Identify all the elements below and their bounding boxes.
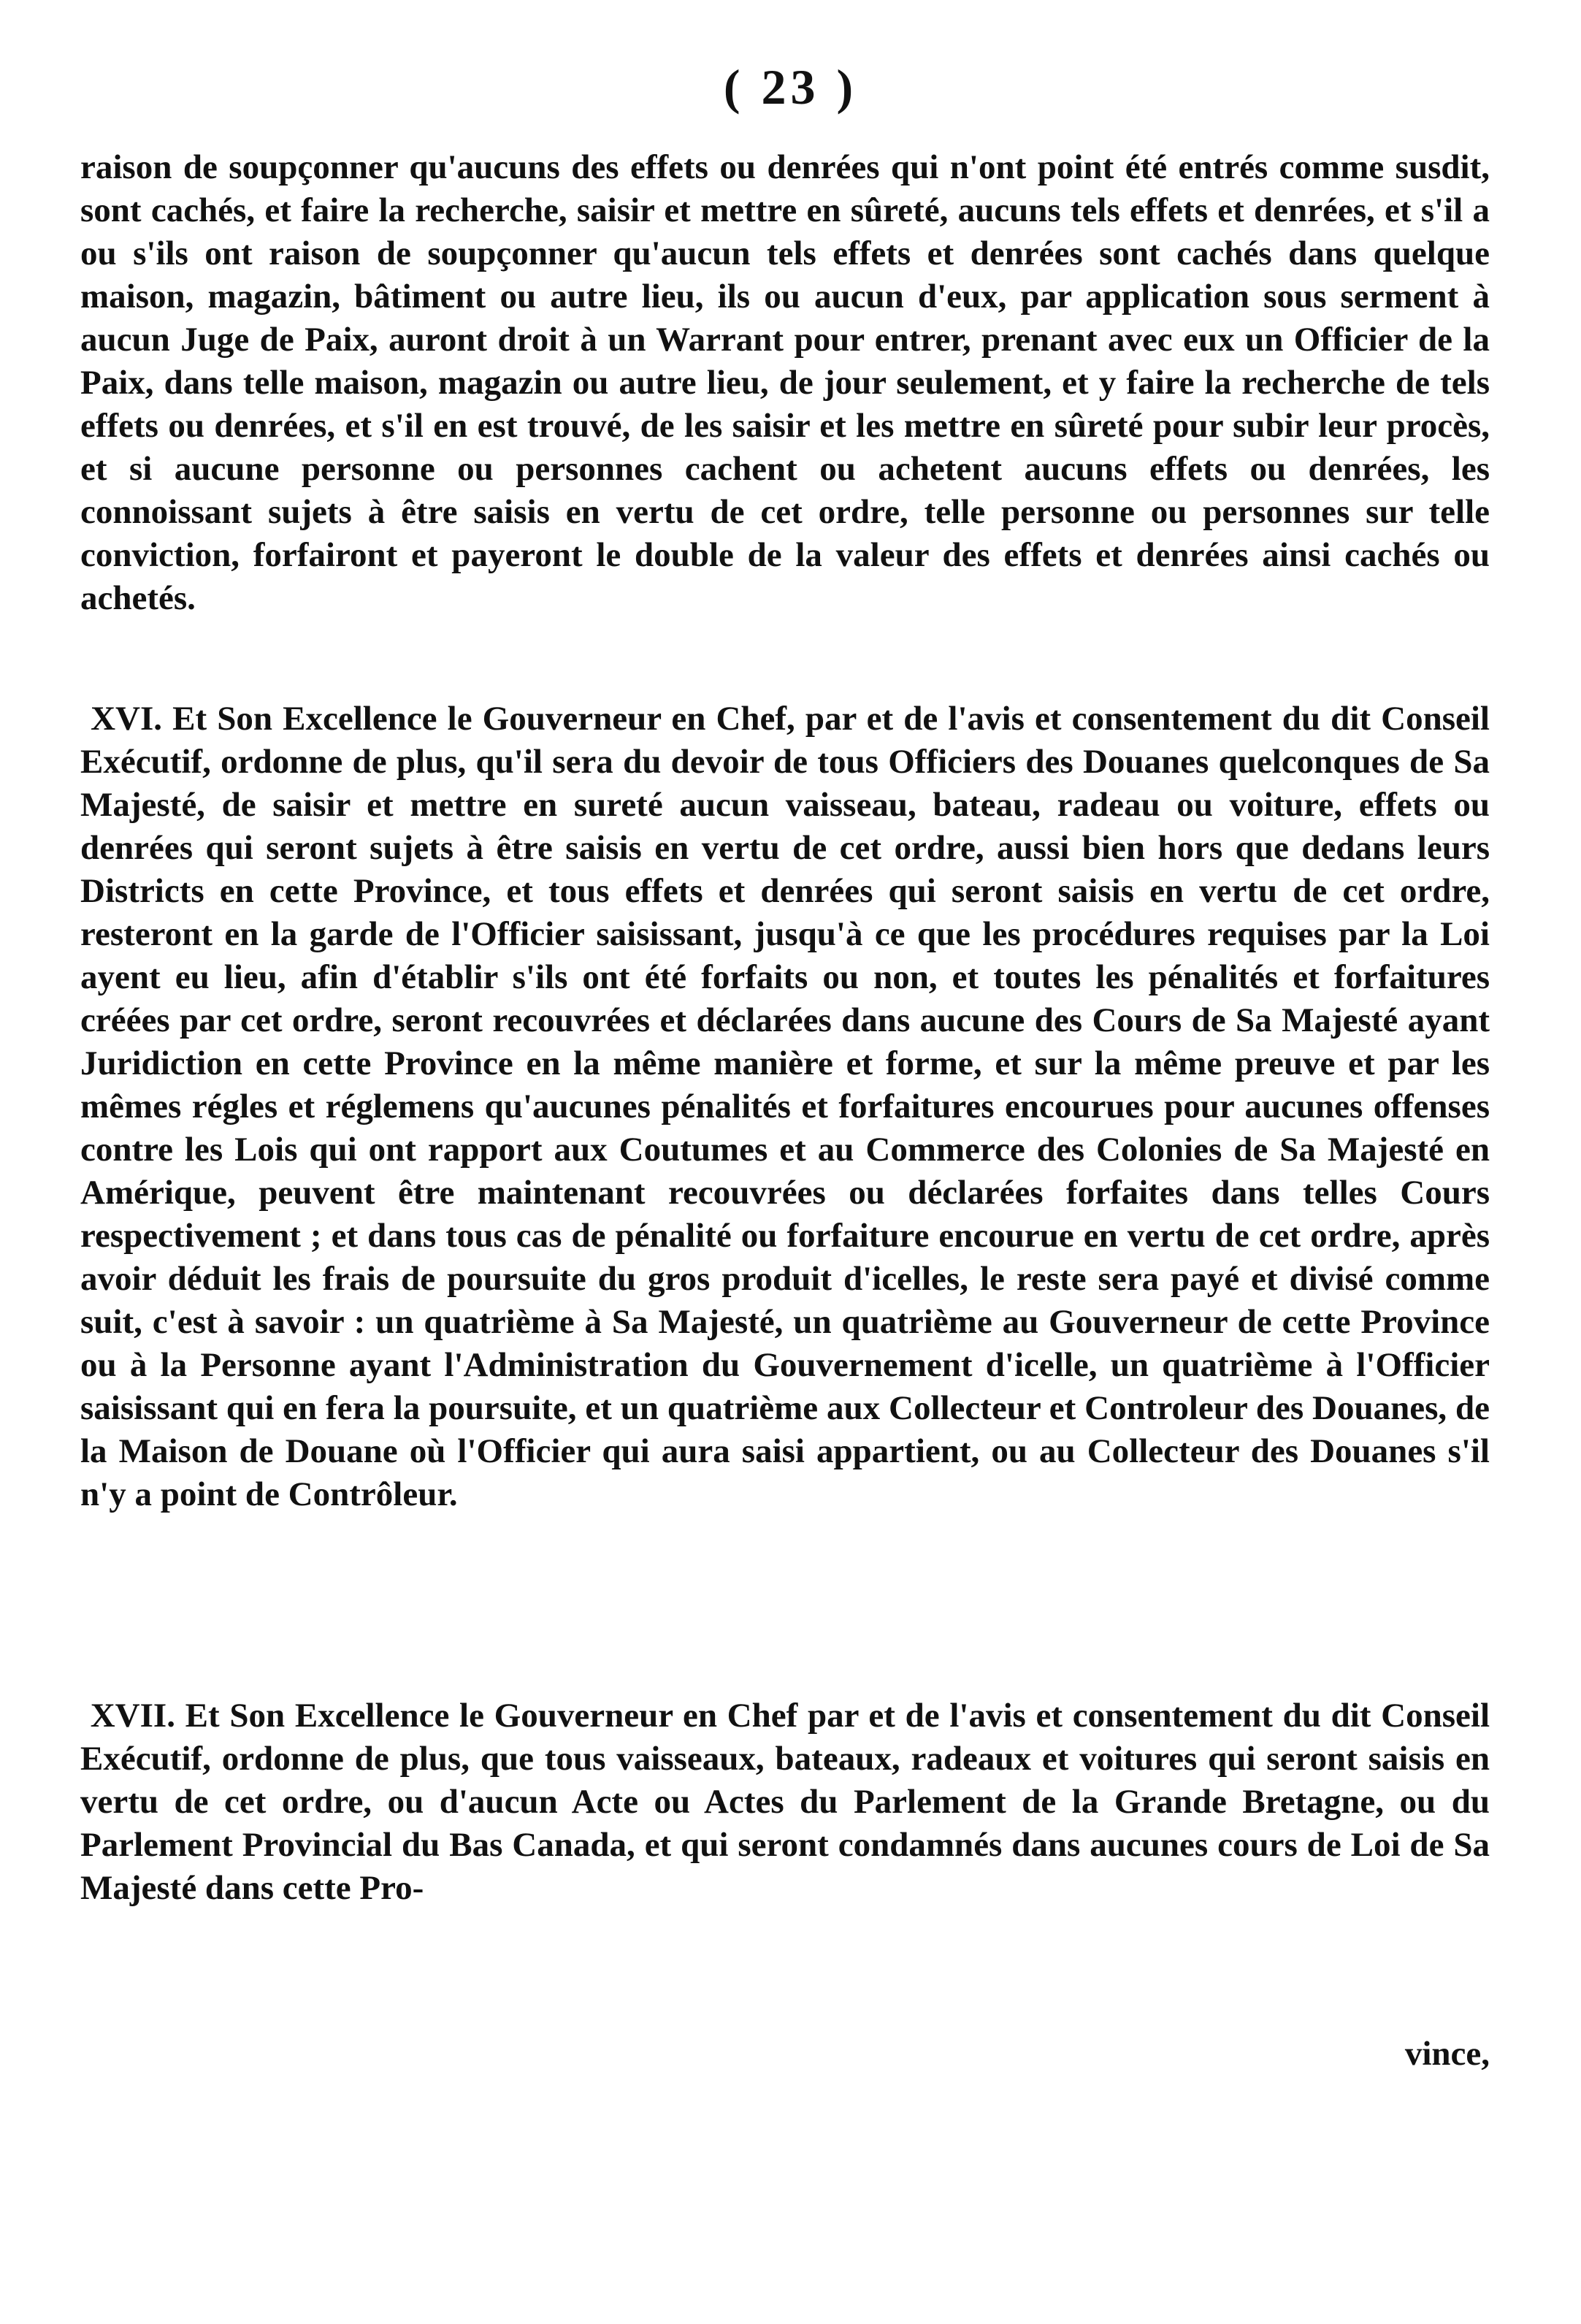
paragraph-continuation [80, 146, 1490, 620]
catchword: vince, [1404, 2035, 1490, 2073]
article-number: XVII. [90, 1697, 185, 1735]
article-xvi [80, 697, 1490, 1516]
article-text: Et Son Excellence le Gouverneur en Chef par et de l'avis et consentement du dit Conseil Exécutif, ordonne de plus, que tous vaisseaux, bateaux, radeaux et voitures qui seront saisis en vertu de cet ordre, ou d'aucun Acte ou Actes du Parlement de la Grande Bretagne, ou du Parlement Provincial du Bas Canada, et qui seront condamnés dans aucunes cours de Loi de Sa Majesté dans cette Pro- [80, 1697, 1490, 1907]
paragraph-text: raison de soupçonner qu'aucuns des effets ou denrées qui n'ont point été entrés comme susdit, sont cachés, et faire la recherche, saisir et mettre en sûreté, aucuns tels effets et denrées, et s'il a ou s'ils ont raison de soupçonner qu'aucun tels effets et denrées sont cachés dans quelque maison, magazin, bâtiment ou autre lieu, ils ou aucun d'eux, par application sous serment à aucun Juge de Paix, auront droit à un Warrant pour entrer, prenant avec eux un Officier de la Paix, dans telle maison, magazin ou autre lieu, de jour seulement, et y faire la recherche de tels effets ou denrées, et s'il en est trouvé, de les saisir et les mettre en sûreté pour subir leur procès, et si aucune personne ou personnes cachent ou achetent aucuns effets ou denrées, les connoissant sujets à être saisis en vertu de cet ordre, telle personne ou personnes sur telle conviction, forfairont et payeront le double de la valeur des effets et denrées ainsi cachés ou achetés. [80, 148, 1490, 617]
article-number: XVI. [91, 700, 173, 738]
article-xvii [80, 1694, 1490, 1910]
article-text: Et Son Excellence le Gouverneur en Chef, par et de l'avis et consentement du dit Conseil Exécutif, ordonne de plus, qu'il sera du devoir de tous Officiers des Douanes quelconques de Sa Majesté, de saisir et mettre en sureté aucun vaisseau, bateau, radeau ou voiture, effets ou denrées qui seront sujets à être saisis en vertu de cet ordre, aussi bien hors que dedans leurs Districts en cette Province, et tous effets et denrées qui seront saisis en vertu de cet ordre, resteront en la garde de l'Officier saisissant, jusqu'à ce que les procédures requises par la Loi ayent eu lieu, afin d'établir s'ils ont été forfaits ou non, et toutes les pénalités et forfaitures créées par cet ordre, seront recouvrées et déclarées dans aucune des Cours de Sa Majesté ayant Juridiction en cette Province en la même manière et forme, et sur la même preuve et par les mêmes régles et réglemens qu'aucunes pénalités et forfaitures encourues pour aucunes offenses contre les Lois qui ont rapport aux Coutumes et au Commerce des Colonies de Sa Majesté en Amérique, peuvent être maintenant recouvrées ou déclarées forfaites dans telles Cours respectivement ; et dans tous cas de pénalité ou forfaiture encourue en vertu de cet ordre, après avoir déduit les frais de poursuite du gros produit d'icelles, le reste sera payé et divisé comme suit, c'est à savoir : un quatrième à Sa Majesté, un quatrième au Gouverneur de cette Province ou à la Personne ayant l'Administration du Gouvernement d'icelle, un quatrième à l'Officier saisissant qui en fera la poursuite, et un quatrième aux Collecteur et Controleur des Douanes, de la Maison de Douane où l'Officier qui aura saisi appartient, ou au Collecteur des Douanes s'il n'y a point de Contrôleur. [80, 700, 1490, 1513]
page-number: ( 23 ) [723, 59, 858, 115]
